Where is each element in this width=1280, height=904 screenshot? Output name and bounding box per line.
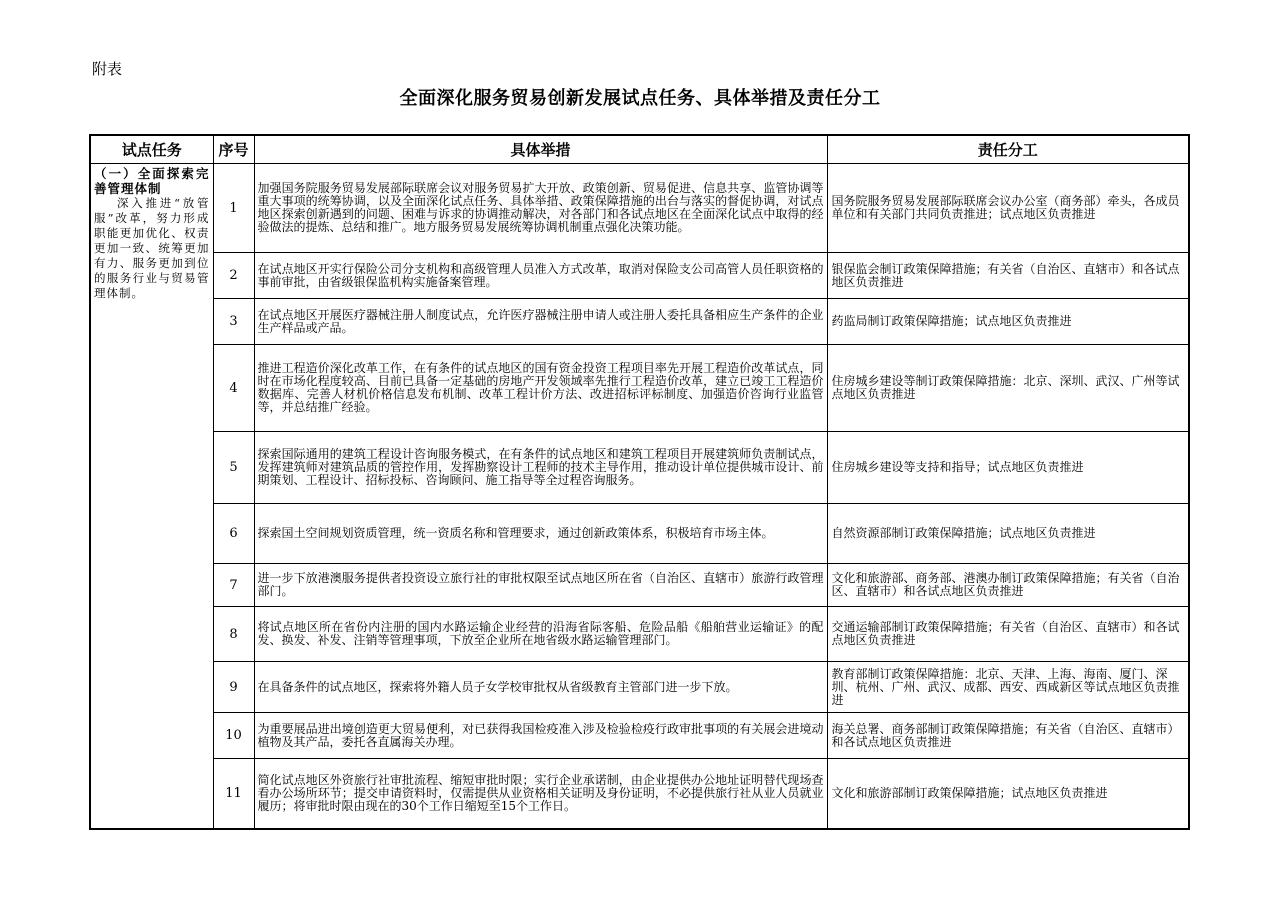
header-responsibility: 责任分工 [827,135,1189,164]
row-seq: 2 [213,253,254,299]
row-responsibility: 住房城乡建设等支持和指导；试点地区负责推进 [827,432,1189,504]
row-measure: 为重要展品进出境创造更大贸易便利，对已获得我国检疫准入涉及检验检疫行政审批事项的有关展会进境动植物及其产品，委托各直属海关办理。 [254,713,827,759]
task-group-description: 深入推进“放管服”改革，努力形成职能更加优化、权责更加一致、统筹更加有力、服务更加到位的服务行业与贸易管理体制。 [94,196,210,300]
table-row [90,759,1189,829]
document-title: 全面深化服务贸易创新发展试点任务、具体举措及责任分工 [399,88,881,109]
table-row [90,564,1189,607]
row-responsibility: 文化和旅游部、商务部、港澳办制订政策保障措施；有关省（自治区、直辖市）和各试点地区负责推进 [827,564,1189,607]
row-seq: 3 [213,299,254,345]
row-measure: 简化试点地区外资旅行社审批流程、缩短审批时限；实行企业承诺制，由企业提供办公地址证明替代现场查看办公场所环节；提交申请资料时，仅需提供从业资格相关证明及身份证明，不必提供旅行社从业人员就业履历；将审批时限由现在的30个工作日缩短至15个工作日。 [254,759,827,829]
task-table [89,134,1190,830]
row-seq: 8 [213,607,254,662]
table-row [90,713,1189,759]
row-seq: 7 [213,564,254,607]
row-responsibility: 海关总署、商务部制订政策保障措施；有关省（自治区、直辖市）和各试点地区负责推进 [827,713,1189,759]
table-header-row [90,135,1189,164]
row-responsibility: 文化和旅游部制订政策保障措施；试点地区负责推进 [827,759,1189,829]
task-group-cell [90,164,213,829]
row-responsibility: 银保监会制订政策保障措施；有关省（自治区、直辖市）和各试点地区负责推进 [827,253,1189,299]
table-row [90,504,1189,564]
row-measure: 推进工程造价深化改革工作，在有条件的试点地区的国有资金投资工程项目率先开展工程造价改革试点，同时在市场化程度较高、目前已具备一定基础的房地产开发领域率先推行工程造价改革，建立已竣工工程造价数据库、完善人材机价格信息发布机制、改革工程计价方法、改进招标评标制度、加强造价咨询行业监管等，并总结推广经验。 [254,345,827,432]
table-row [90,432,1189,504]
header-seq: 序号 [213,135,254,164]
row-seq: 1 [213,164,254,253]
row-seq: 11 [213,759,254,829]
row-responsibility: 教育部制订政策保障措施：北京、天津、上海、海南、厦门、深圳、杭州、广州、武汉、成都、西安、西咸新区等试点地区负责推进 [827,662,1189,713]
row-measure: 探索国际通用的建筑工程设计咨询服务模式，在有条件的试点地区和建筑工程项目开展建筑师负责制试点，发挥建筑师对建筑品质的管控作用，发挥勘察设计工程师的技术主导作用，推动设计单位提供城市设计、前期策划、工程设计、招标投标、咨询顾问、施工指导等全过程咨询服务。 [254,432,827,504]
table-row [90,662,1189,713]
row-seq: 5 [213,432,254,504]
row-measure: 加强国务院服务贸易发展部际联席会议对服务贸易扩大开放、政策创新、贸易促进、信息共享、监管协调等重大事项的统筹协调，以及全面深化试点任务、具体举措、政策保障措施的出台与落实的督促协调，对试点地区探索创新遇到的问题、困难与诉求的协调推动解决，对各部门和各试点地区在全面深化试点中取得的经验做法的提炼、总结和推广。地方服务贸易发展统筹协调机制重点强化决策功能。 [254,164,827,253]
row-responsibility: 自然资源部制订政策保障措施；试点地区负责推进 [827,504,1189,564]
table-row [90,299,1189,345]
row-responsibility: 住房城乡建设等制订政策保障措施：北京、深圳、武汉、广州等试点地区负责推进 [827,345,1189,432]
row-seq: 9 [213,662,254,713]
row-responsibility: 国务院服务贸易发展部际联席会议办公室（商务部）牵头，各成员单位和有关部门共同负责推进；试点地区负责推进 [827,164,1189,253]
table-row [90,607,1189,662]
row-responsibility: 交通运输部制订政策保障措施；有关省（自治区、直辖市）和各试点地区负责推进 [827,607,1189,662]
task-group-heading: （一）全面探索完善管理体制 [94,166,210,196]
attachment-label: 附表 [92,60,123,78]
row-measure: 在试点地区开实行保险公司分支机构和高级管理人员准入方式改革，取消对保险支公司高管人员任职资格的事前审批，由省级银保监机构实施备案管理。 [254,253,827,299]
row-measure: 在试点地区开展医疗器械注册人制度试点，允许医疗器械注册申请人或注册人委托具备相应生产条件的企业生产样品或产品。 [254,299,827,345]
table-row [90,164,1189,253]
header-task: 试点任务 [90,135,213,164]
row-seq: 4 [213,345,254,432]
row-seq: 6 [213,504,254,564]
row-seq: 10 [213,713,254,759]
row-measure: 进一步下放港澳服务提供者投资设立旅行社的审批权限至试点地区所在省（自治区、直辖市）旅游行政管理部门。 [254,564,827,607]
row-measure: 在具备条件的试点地区，探索将外籍人员子女学校审批权从省级教育主管部门进一步下放。 [254,662,827,713]
table-row [90,345,1189,432]
row-responsibility: 药监局制订政策保障措施；试点地区负责推进 [827,299,1189,345]
table-row [90,253,1189,299]
row-measure: 将试点地区所在省份内注册的国内水路运输企业经营的沿海省际客船、危险品船《船舶营业运输证》的配发、换发、补发、注销等管理事项，下放至企业所在地省级水路运输管理部门。 [254,607,827,662]
row-measure: 探索国土空间规划资质管理，统一资质名称和管理要求，通过创新政策体系，积极培育市场主体。 [254,504,827,564]
header-measures: 具体举措 [254,135,827,164]
